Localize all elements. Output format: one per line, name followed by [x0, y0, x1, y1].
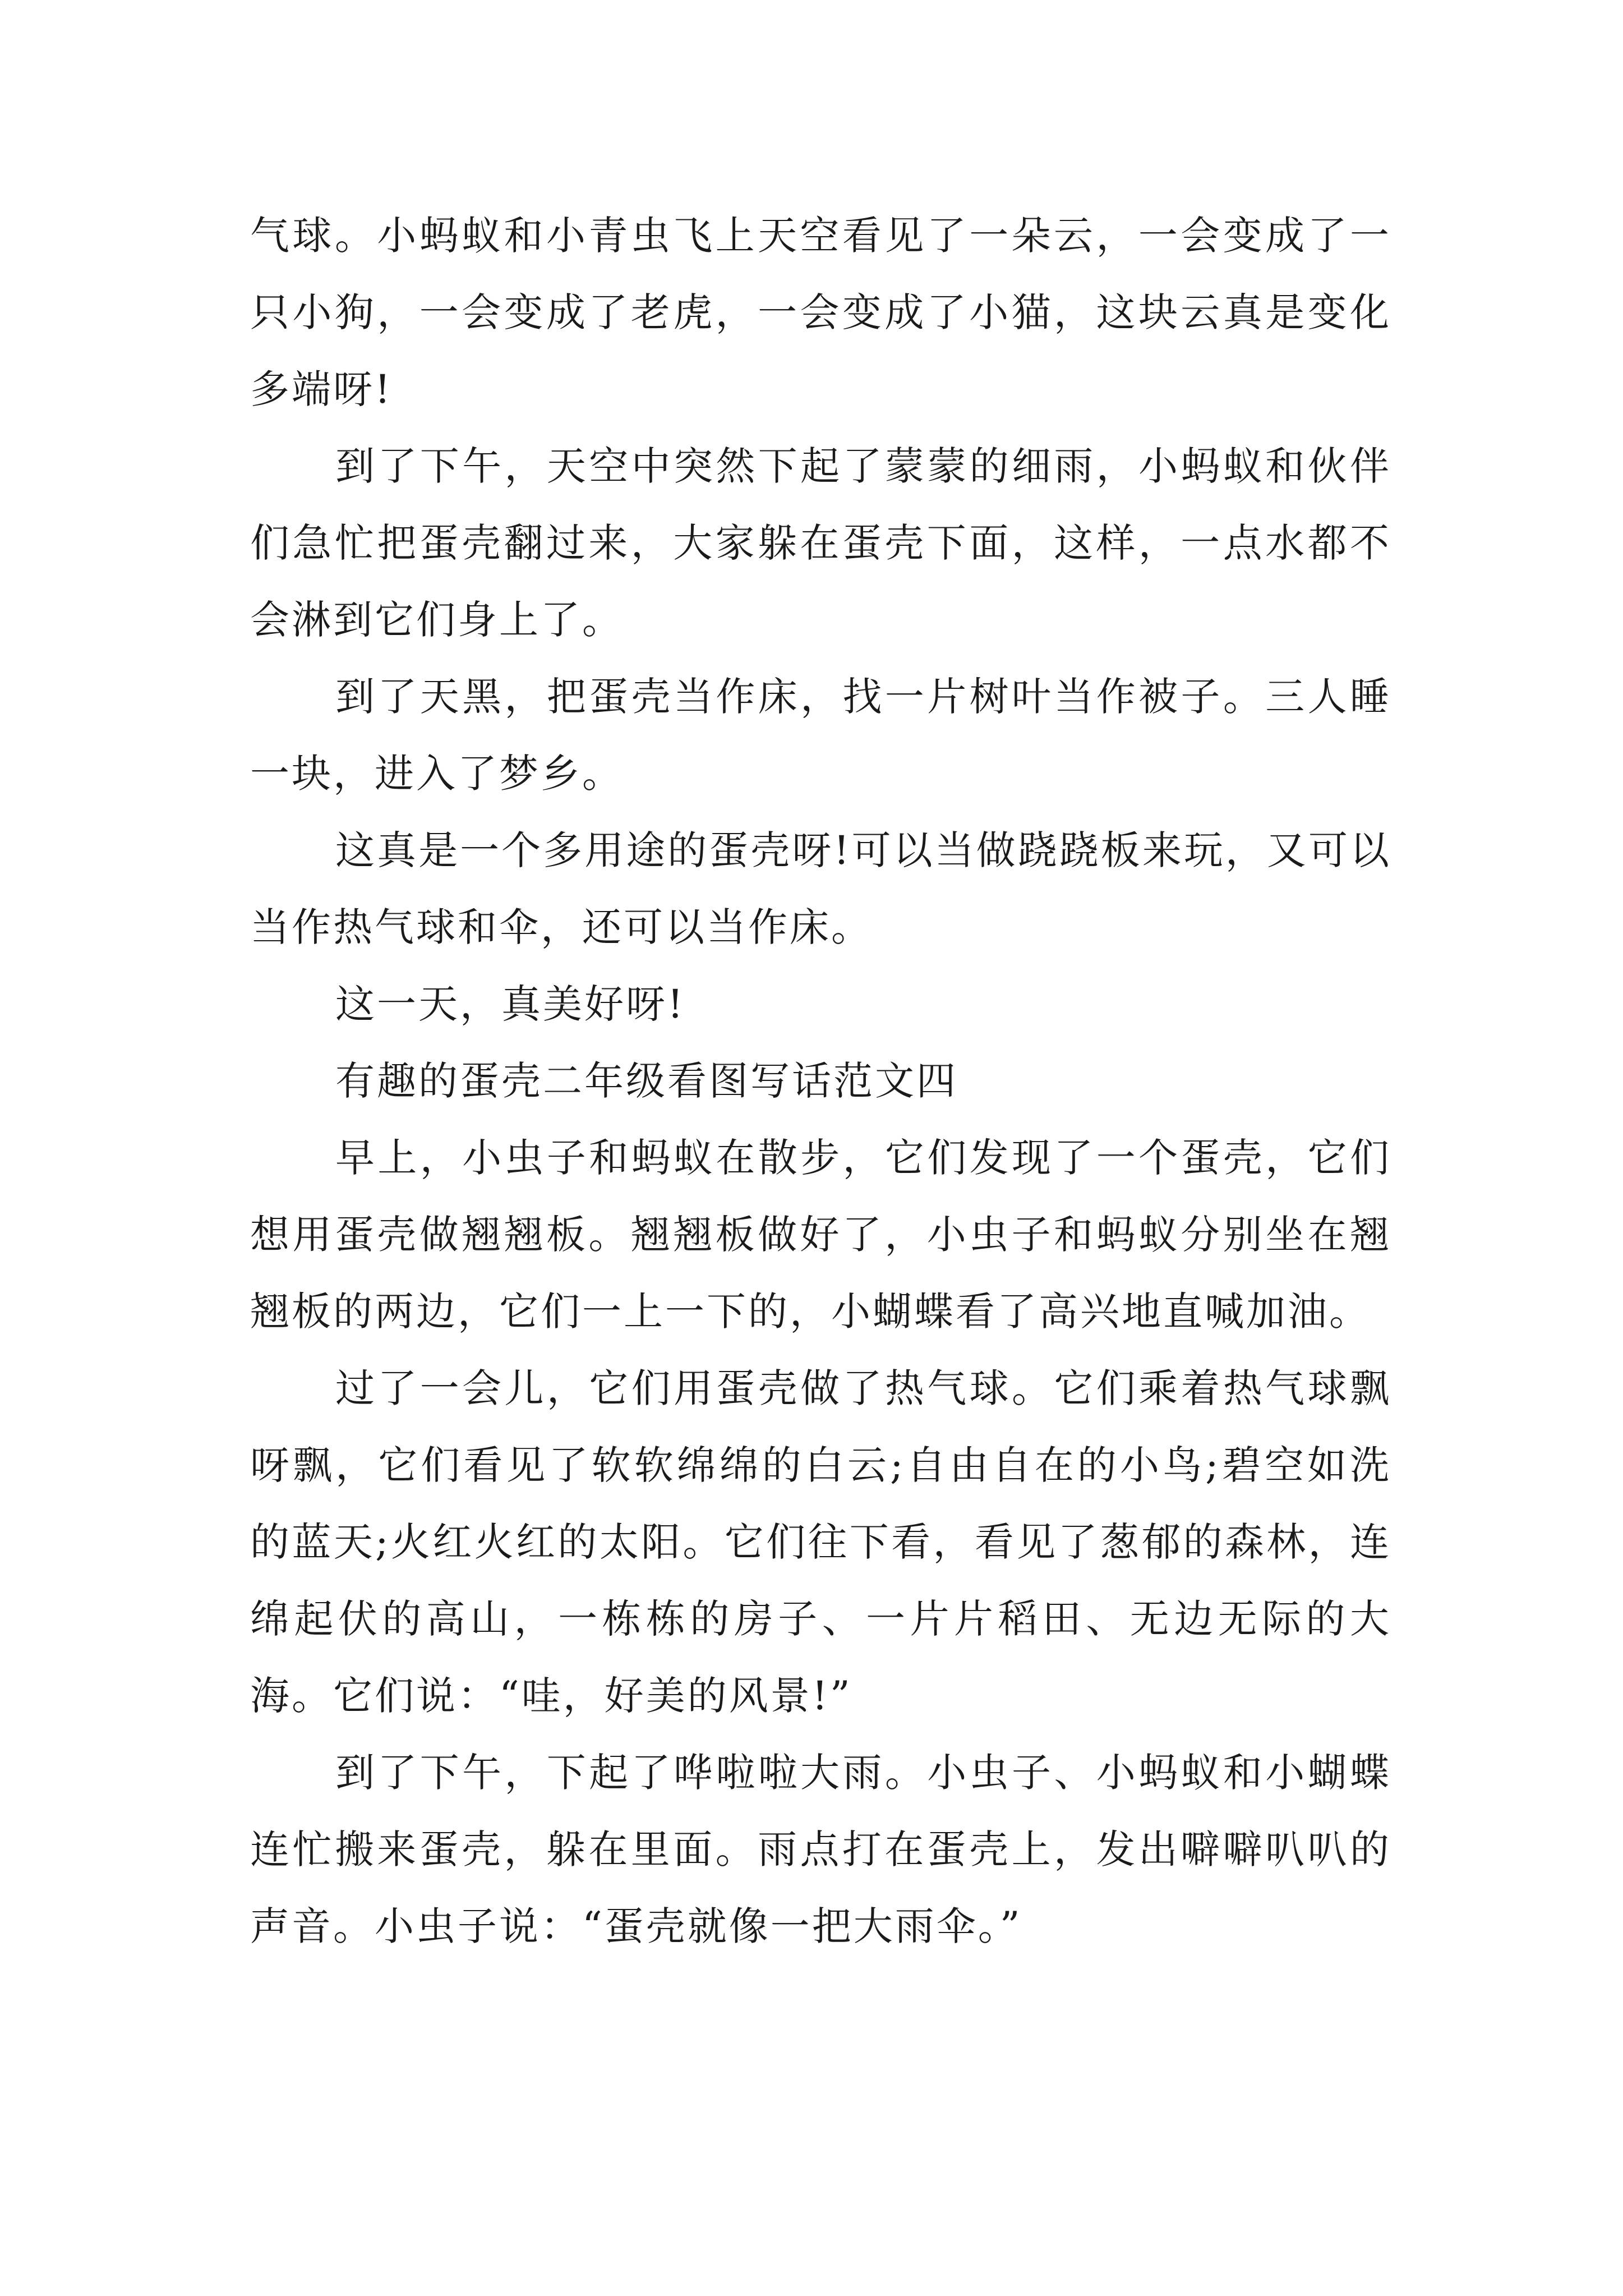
paragraph-4: 这真是一个多用途的蛋壳呀!可以当做跷跷板来玩，又可以当作热气球和伞，还可以当作床。	[250, 827, 1391, 950]
document-body	[250, 197, 1391, 1965]
paragraph-2: 到了下午，天空中突然下起了蒙蒙的细雨，小蚂蚁和伙伴们急忙把蛋壳翻过来，大家躲在蛋壳下面，这样，一点水都不会淋到它们身上了。	[250, 443, 1391, 643]
paragraph-1: 气球。小蚂蚁和小青虫飞上天空看见了一朵云，一会变成了一只小狗，一会变成了老虎，一会变成了小猫，这块云真是变化多端呀!	[250, 213, 1391, 412]
section-heading: 有趣的蛋壳二年级看图写话范文四	[335, 1058, 958, 1104]
paragraph-8: 到了下午，下起了哗啦啦大雨。小虫子、小蚂蚁和小蝴蝶连忙搬来蛋壳，躲在里面。雨点打在蛋壳上，发出噼噼叭叭的声音。小虫子说：“蛋壳就像一把大雨伞。”	[250, 1750, 1391, 1949]
paragraph-7: 过了一会儿，它们用蛋壳做了热气球。它们乘着热气球飘呀飘，它们看见了软软绵绵的白云;自由自在的小鸟;碧空如洗的蓝天;火红火红的太阳。它们往下看，看见了葱郁的森林，连绵起伏的高山，一栋栋的房子、一片片稻田、无边无际的大海。它们说：“哇，好美的风景!”	[250, 1365, 1391, 1719]
paragraph-6: 早上，小虫子和蚂蚁在散步，它们发现了一个蛋壳，它们想用蛋壳做翘翘板。翘翘板做好了，小虫子和蚂蚁分别坐在翘翘板的两边，它们一上一下的，小蝴蝶看了高兴地直喊加油。	[250, 1135, 1391, 1335]
paragraph-3: 到了天黑，把蛋壳当作床，找一片树叶当作被子。三人睡一块，进入了梦乡。	[250, 674, 1391, 797]
paragraph-5: 这一天，真美好呀!	[335, 981, 686, 1027]
